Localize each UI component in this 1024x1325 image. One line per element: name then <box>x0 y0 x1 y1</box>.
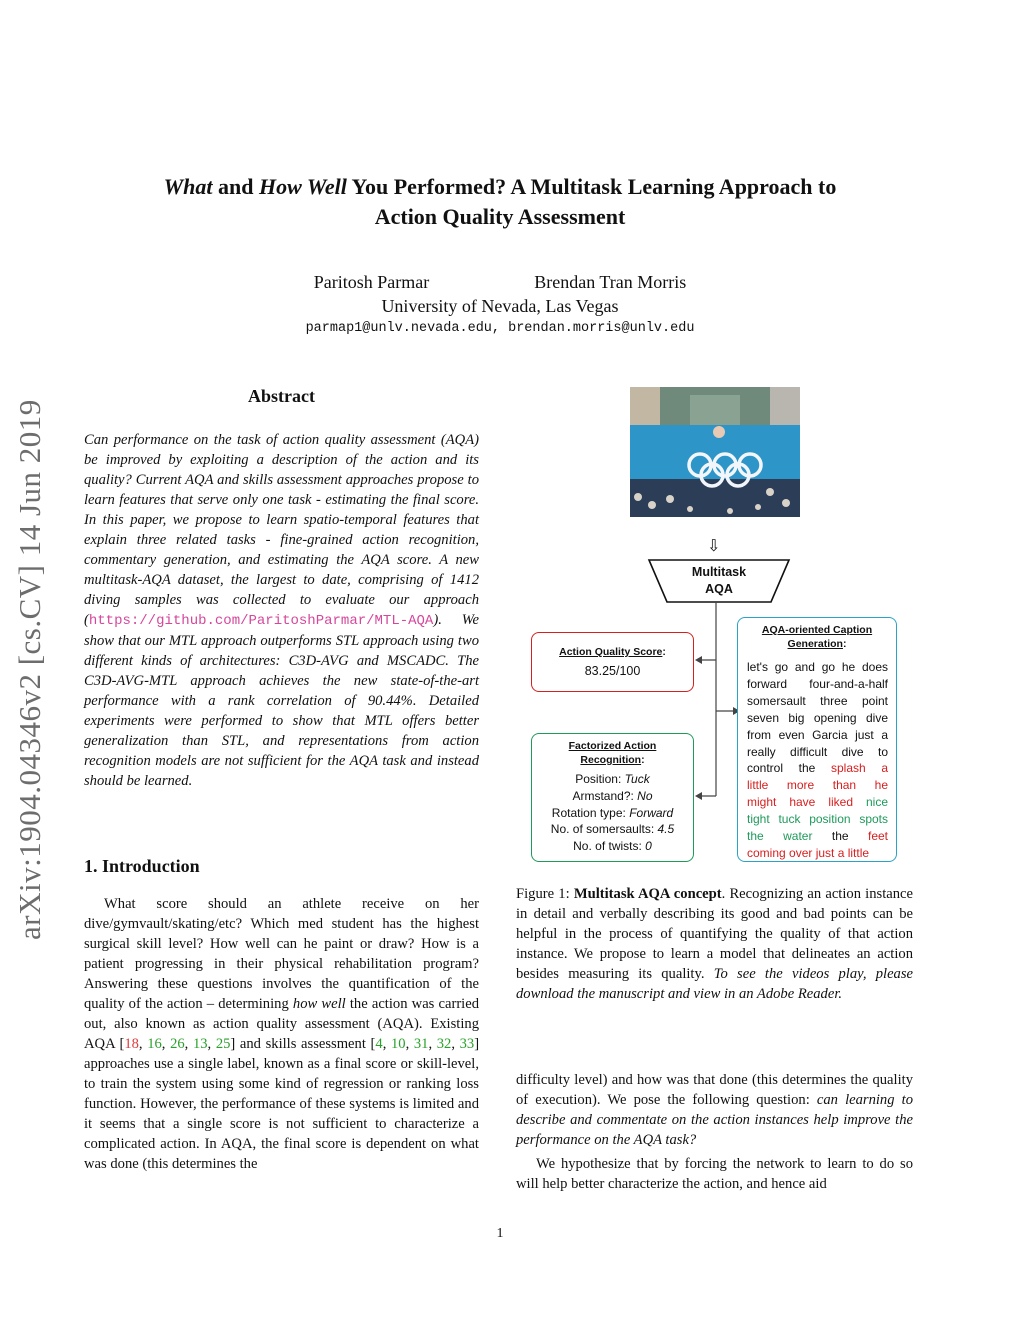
commentary-segment: seven big opening dive <box>747 710 888 725</box>
generated-commentary <box>747 659 888 862</box>
cap-colon: : <box>842 638 847 650</box>
citation-link[interactable]: 18 <box>124 1036 139 1052</box>
commentary-segment: tight tuck position spots <box>747 812 888 827</box>
author-2: Brendan Tran Morris <box>534 272 687 292</box>
figure-caption <box>516 884 913 1004</box>
commentary-line <box>747 744 888 761</box>
citation-link[interactable]: 25 <box>215 1036 231 1052</box>
citation-link[interactable]: 32 <box>436 1036 452 1052</box>
commentary-line <box>747 777 888 794</box>
title-line1: You Performed? A Multitask Learning Approach to <box>346 174 837 199</box>
author-emails: parmap1@unlv.nevada.edu, brendan.morris@unlv.edu <box>305 321 695 336</box>
paragraph <box>516 1070 913 1150</box>
paper-title <box>100 172 900 232</box>
commentary-line <box>747 693 888 710</box>
cap-heading-2: Generation <box>787 638 843 650</box>
mtl-label-1: Multitask <box>691 565 747 579</box>
citation-link[interactable]: 10 <box>390 1036 406 1052</box>
far-item-label: No. of somersaults: <box>550 822 658 837</box>
commentary-segment: the <box>831 829 868 844</box>
far-colon: : <box>641 754 645 766</box>
intro-body: What score should an athlete receive on her dive/gymvault/skating/etc? Which med student has the highest surgical skill level? How well can he paint or draw? How is a patient progressing in their physical rehabilitation program? Answering these questions involves the quantification of the quality of the action – determining how well the action was carried out, also known as action quality assessment (AQA). Existing AQA [18, 16, 26, 13, 25] and skills assessment [4, 10, 31, 32, 33] approaches use a single label, known as a final score or skill-level, to train the system using some kind of regression or ranking loss function. However, the performance of these systems is limited and it seems that a single score is not sufficient to characterize a complicated action. In AQA, the final score is dependent on what was done (this determines the <box>84 896 480 1172</box>
factorized-action-recognition-box <box>531 733 694 862</box>
arxiv-stamp: arXiv:1904.04346v2 [cs.CV] 14 Jun 2019 <box>12 399 47 940</box>
caption-text: . Recognizing an action instance in detail and verbally describing its good and bad points can be helpful in the process of quantifying the quality of that action instance. We propose to learn a model that delineates an action besides measuring its quality. <box>516 886 913 982</box>
abstract-text: Can performance on the task of action quality assessment (AQA) be improved by exploiting a description of the action and its quality? Current AQA and skills assessment approaches propose to learn features that serve only one task - estimating the final score. In this paper, we propose to learn spatio-temporal features that explain three related tasks - fine-grained action recognition, commentary generation, and estimating the AQA score. A new multitask-AQA dataset, the largest to date, comprising of 1412 diving samples was collected to evaluate our approach ( <box>84 432 479 628</box>
right-column-body <box>516 1070 913 1194</box>
score-colon: : <box>662 646 666 658</box>
intro-text-1: What score should an athlete receive on her dive/gymvault/skating/etc? Which med student has the highest surgical skill level? How well can he paint or draw? How is a patient progressing in their physical rehabilitation program? Answering these questions involves the quantification of the quality of the action – determining <box>84 896 479 1012</box>
commentary-segment: feet <box>867 829 888 844</box>
far-item-value: Forward <box>629 805 674 820</box>
far-item <box>532 821 693 838</box>
commentary-segment: little more than he <box>747 778 888 793</box>
citation-link[interactable]: 4 <box>375 1036 383 1052</box>
caption-italic: To see the videos play, please download the manuscript and view in an Adobe Reader. <box>516 966 913 1002</box>
caption-bold: Multitask AQA concept <box>573 886 722 902</box>
citation-link[interactable]: 33 <box>459 1036 475 1052</box>
citation-link[interactable]: 16 <box>147 1036 162 1052</box>
commentary-line <box>747 710 888 727</box>
score-value: 83.25/100 <box>584 664 641 678</box>
commentary-line <box>747 676 888 693</box>
affiliation: University of Nevada, Las Vegas <box>381 296 619 316</box>
action-quality-score-box <box>531 632 694 692</box>
paragraph: We hypothesize that by forcing the network to learn to do so will help better characterize the action, and hence aid <box>516 1156 913 1192</box>
cap-heading-1: AQA-oriented Caption <box>761 624 873 636</box>
far-item-value: No <box>637 788 653 803</box>
commentary-line <box>747 828 888 845</box>
score-heading: Action Quality Score <box>559 646 663 658</box>
abstract-text-2: ). We show that our MTL approach outperforms STL approach using two different kinds of architectures: C3D-AVG and MSCADC. The C3D-AVG-MTL approach achieves the new state-of-the-art performance with a rank correlation of 90.44%. Detailed experiments were performed to show that MTL offers better generalization than STL, and representations from action recognition models are not sufficient for the AQA task and instead should be learned. <box>84 612 479 789</box>
citation-link[interactable]: 26 <box>170 1036 185 1052</box>
commentary-line <box>747 794 888 811</box>
far-item <box>532 805 693 822</box>
far-item-value: Tuck <box>624 772 650 786</box>
citation-link[interactable]: 31 <box>413 1036 429 1052</box>
caption-generation-box <box>737 617 897 862</box>
commentary-segment: control the <box>747 761 831 776</box>
commentary-segment: might have liked <box>747 795 866 810</box>
intro-text-2: the action was carried out, also known as action quality assessment (AQA). Existing AQA [ <box>84 996 480 1052</box>
far-item <box>532 771 693 788</box>
commentary-line <box>747 760 888 777</box>
far-item-label: Armstand?: <box>572 788 638 803</box>
abstract-heading: Abstract <box>248 386 315 406</box>
figure-1 <box>528 385 908 865</box>
commentary-line <box>747 659 888 676</box>
research-question: can learning to describe and commentate on the action instances help improve the performance on the AQA task? <box>516 1092 913 1148</box>
far-heading-1: Factorized Action <box>568 740 657 752</box>
commentary-line <box>747 727 888 744</box>
intro-heading: 1. Introduction <box>84 856 200 876</box>
col2-text: difficulty level) and how was that done (this determines the quality of execution). We pose the following question: <box>516 1072 913 1108</box>
commentary-line <box>747 845 888 862</box>
page-number: 1 <box>496 1226 504 1241</box>
author-1: Paritosh Parmar <box>313 272 430 292</box>
commentary-segment: splash a <box>830 761 888 776</box>
far-item-value: 4.5 <box>657 822 675 837</box>
caption-label: Figure 1: <box>516 886 574 902</box>
far-heading-2: Recognition <box>580 754 642 766</box>
commentary-segment: somersault three point <box>747 693 888 708</box>
title-line2: Action Quality Assessment <box>374 204 626 229</box>
far-item <box>532 788 693 805</box>
commentary-segment: forward four-and-a-half <box>747 676 888 691</box>
abstract-body <box>84 430 479 791</box>
commentary-line <box>747 811 888 828</box>
intro-text-4: ] approaches use a single label, known as a final score or skill-level, to train the system using some kind of regression or ranking loss function. However, the performance of these systems is limited and it seems that a single score is not sufficient to characterize a complicated action. In AQA, the final score is dependent on what was done (this determines the <box>84 1036 480 1172</box>
intro-text-3: ] and skills assessment [ <box>230 1036 376 1052</box>
far-item-label: No. of twists: <box>573 839 646 854</box>
title-how-well: How Well <box>259 174 347 199</box>
citation-link[interactable]: 13 <box>192 1036 208 1052</box>
down-arrow-icon: ⇩ <box>707 538 721 555</box>
mtl-aqa-label <box>667 564 771 598</box>
commentary-segment: let's go and go he does <box>747 660 888 674</box>
far-attribute-list <box>532 771 693 855</box>
commentary-segment: coming over just a little <box>747 845 870 860</box>
github-link[interactable]: https://github.com/ParitoshParmar/MTL-AQA <box>88 613 434 629</box>
title-what: What <box>163 174 213 199</box>
title-and: and <box>212 174 260 199</box>
author-block <box>0 270 1000 318</box>
intro-how-well: how well <box>292 996 346 1012</box>
commentary-segment: the water <box>747 829 832 844</box>
commentary-segment: from even Garcia just a <box>747 727 888 742</box>
commentary-segment: nice <box>865 795 888 810</box>
mtl-label-2: AQA <box>705 582 733 596</box>
far-item <box>532 838 693 855</box>
far-item-label: Rotation type: <box>551 805 630 820</box>
far-item-label: Position: <box>575 772 625 786</box>
far-item-value: 0 <box>645 839 652 854</box>
commentary-segment: really difficult dive to <box>747 744 888 759</box>
